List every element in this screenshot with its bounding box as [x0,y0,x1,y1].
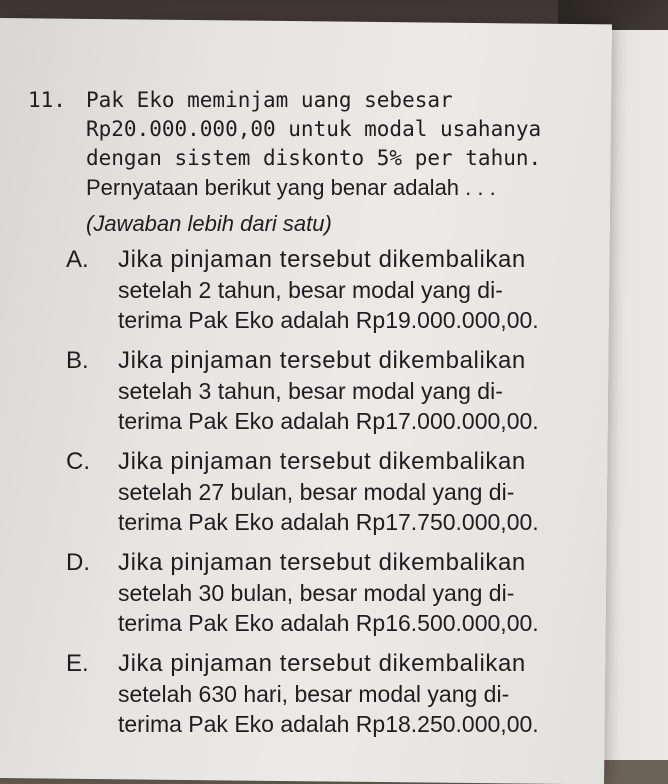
options-list [66,245,618,739]
option-text [118,346,618,436]
question-statement: Pernyataan berikut yang benar adalah . . . [86,175,496,200]
option-line: setelah 630 hari, besar modal yang di- [118,681,510,707]
option-text [118,245,618,335]
question-number: 11. [28,88,66,112]
option-line: Jika pinjaman tersebut dikembalikan [118,650,526,677]
option-line: setelah 27 bulan, besar modal yang di- [118,479,515,505]
option-letter: C. [66,448,90,475]
option-c[interactable] [66,447,618,537]
question-line-1: Pak Eko meminjam uang sebesar [86,88,453,112]
question-body [66,86,618,750]
option-line: terima Pak Eko adalah Rp17.750.000,00. [118,509,539,535]
question-instruction: (Jawaban lebih dari satu) [86,211,332,236]
question-stem [28,86,618,750]
option-line: terima Pak Eko adalah Rp16.500.000,00. [118,610,539,636]
option-a[interactable] [66,245,618,335]
question-line-3: dengan sistem diskonto 5% per tahun. [86,146,542,170]
option-b[interactable] [66,346,618,436]
option-line: terima Pak Eko adalah Rp18.250.000,00. [118,711,539,737]
question-block [28,86,618,750]
option-line: Jika pinjaman tersebut dikembalikan [118,246,526,273]
option-letter: D. [66,549,90,576]
option-line: Jika pinjaman tersebut dikembalikan [118,549,526,576]
option-d[interactable] [66,548,618,638]
option-line: setelah 30 bulan, besar modal yang di- [118,580,515,606]
option-line: setelah 2 tahun, besar modal yang di- [118,277,503,303]
option-text [118,447,618,537]
option-line: terima Pak Eko adalah Rp19.000.000,00. [118,307,539,333]
question-line-2: Rp20.000.000,00 untuk modal usahanya [86,117,542,141]
option-line: Jika pinjaman tersebut dikembalikan [118,448,526,475]
option-letter: B. [66,347,89,374]
option-line: setelah 3 tahun, besar modal yang di- [118,378,503,404]
option-letter: A. [66,246,89,273]
option-text [118,548,618,638]
option-line: terima Pak Eko adalah Rp17.000.000,00. [118,408,539,434]
option-line: Jika pinjaman tersebut dikembalikan [118,347,526,374]
option-letter: E. [66,650,89,677]
option-text [118,649,618,739]
option-e[interactable] [66,649,618,739]
